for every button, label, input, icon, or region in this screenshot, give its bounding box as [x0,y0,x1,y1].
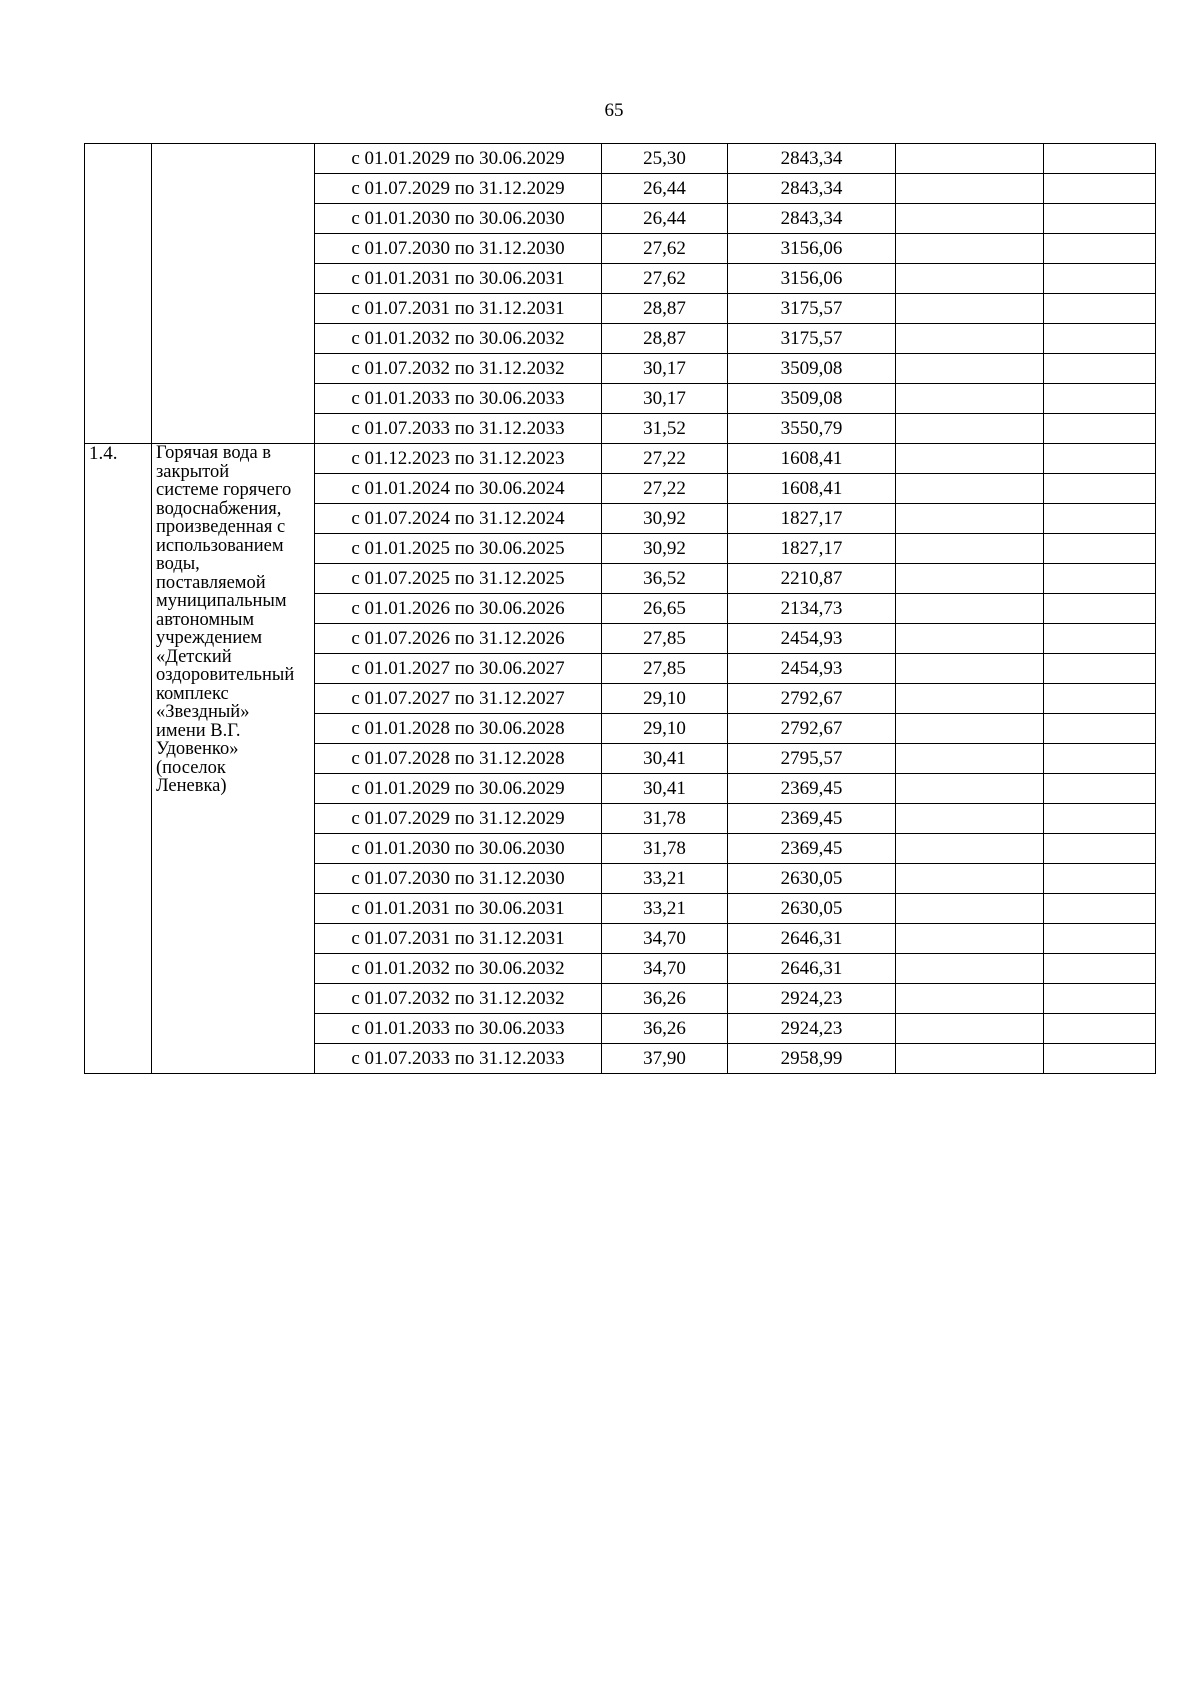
empty-cell [896,924,1044,954]
empty-cell [1044,654,1156,684]
period-cell: с 01.07.2033 по 31.12.2033 [315,1044,602,1074]
value1-cell: 26,44 [602,174,728,204]
value1-cell: 29,10 [602,714,728,744]
period-cell: с 01.01.2030 по 30.06.2030 [315,204,602,234]
section-name-line: Горячая вода в [156,443,272,463]
value2-cell: 2369,45 [728,834,896,864]
period-cell: с 01.07.2029 по 31.12.2029 [315,804,602,834]
value1-cell: 36,52 [602,564,728,594]
value2-cell: 3509,08 [728,354,896,384]
empty-cell [1044,534,1156,564]
empty-cell [1044,384,1156,414]
section-name-line: Леневка) [156,776,227,796]
value1-cell: 36,26 [602,984,728,1014]
empty-cell [896,894,1044,924]
value2-cell: 2958,99 [728,1044,896,1074]
period-cell: с 01.07.2024 по 31.12.2024 [315,504,602,534]
value2-cell: 3175,57 [728,294,896,324]
empty-cell [896,1044,1044,1074]
table-body [85,144,1156,1074]
period-cell: с 01.01.2032 по 30.06.2032 [315,324,602,354]
value2-cell: 2369,45 [728,774,896,804]
empty-cell [1044,1044,1156,1074]
section-name-line: оздоровительный [156,665,295,685]
section-name-line: «Звездный» [156,702,250,722]
period-cell: с 01.01.2031 по 30.06.2031 [315,894,602,924]
empty-cell [1044,984,1156,1014]
value1-cell: 33,21 [602,864,728,894]
empty-cell [896,594,1044,624]
tariff-table [84,143,1156,1074]
value1-cell: 31,78 [602,804,728,834]
value2-cell: 1827,17 [728,534,896,564]
empty-cell [1044,834,1156,864]
period-cell: с 01.07.2029 по 31.12.2029 [315,174,602,204]
value1-cell: 30,17 [602,354,728,384]
period-cell: с 01.07.2030 по 31.12.2030 [315,234,602,264]
empty-cell [1044,264,1156,294]
value1-cell: 30,17 [602,384,728,414]
empty-cell [1044,624,1156,654]
value1-cell: 34,70 [602,924,728,954]
period-cell: с 01.01.2025 по 30.06.2025 [315,534,602,564]
empty-cell [1044,924,1156,954]
section-name-line: имени В.Г. [156,720,241,741]
value1-cell: 27,85 [602,654,728,684]
value1-cell: 27,85 [602,624,728,654]
empty-cell [896,354,1044,384]
empty-cell [896,744,1044,774]
value2-cell: 2454,93 [728,624,896,654]
empty-cell [896,384,1044,414]
empty-cell [896,564,1044,594]
period-cell: с 01.01.2029 по 30.06.2029 [315,774,602,804]
period-cell: с 01.07.2032 по 31.12.2032 [315,984,602,1014]
empty-cell [896,714,1044,744]
section-name-line: системе горячего [156,480,292,500]
value1-cell: 27,22 [602,444,728,474]
empty-cell [896,954,1044,984]
section-name-line: учреждением [156,628,263,648]
value1-cell: 31,52 [602,414,728,444]
section-name-line: автономным [156,609,255,630]
period-cell: с 01.07.2027 по 31.12.2027 [315,684,602,714]
empty-cell [1044,324,1156,354]
value2-cell: 1827,17 [728,504,896,534]
period-cell: с 01.01.2024 по 30.06.2024 [315,474,602,504]
period-cell: с 01.01.2032 по 30.06.2032 [315,954,602,984]
section-name-cell [152,444,315,1074]
section-name-line: поставляемой [156,572,266,593]
empty-cell [1044,594,1156,624]
empty-cell [896,414,1044,444]
empty-cell [896,474,1044,504]
value2-cell: 3509,08 [728,384,896,414]
value1-cell: 26,44 [602,204,728,234]
value2-cell: 2924,23 [728,1014,896,1044]
value1-cell: 33,21 [602,894,728,924]
empty-cell [896,834,1044,864]
value2-cell: 3156,06 [728,234,896,264]
section-name-line: муниципальным [156,591,287,611]
empty-cell [1044,414,1156,444]
empty-cell [1044,894,1156,924]
empty-cell [1044,744,1156,774]
section-number-cell [85,144,152,444]
section-name-line: «Детский [156,646,232,667]
value2-cell: 1608,41 [728,444,896,474]
empty-cell [896,264,1044,294]
empty-cell [896,504,1044,534]
section-name-line: водоснабжения, [156,498,282,519]
value1-cell: 27,62 [602,264,728,294]
value2-cell: 2134,73 [728,594,896,624]
period-cell: с 01.01.2027 по 30.06.2027 [315,654,602,684]
empty-cell [896,144,1044,174]
period-cell: с 01.01.2031 по 30.06.2031 [315,264,602,294]
period-cell: с 01.12.2023 по 31.12.2023 [315,444,602,474]
empty-cell [1044,1014,1156,1044]
period-cell: с 01.01.2030 по 30.06.2030 [315,834,602,864]
empty-cell [896,654,1044,684]
empty-cell [1044,174,1156,204]
empty-cell [1044,684,1156,714]
period-cell: с 01.07.2025 по 31.12.2025 [315,564,602,594]
value1-cell: 34,70 [602,954,728,984]
empty-cell [896,234,1044,264]
empty-cell [896,984,1044,1014]
value1-cell: 30,92 [602,534,728,564]
empty-cell [896,774,1044,804]
empty-cell [1044,804,1156,834]
section-name-line: закрытой [156,461,230,482]
empty-cell [1044,714,1156,744]
value2-cell: 2843,34 [728,204,896,234]
section-name-line: (поселок [156,757,226,778]
period-cell: с 01.01.2026 по 30.06.2026 [315,594,602,624]
value2-cell: 3156,06 [728,264,896,294]
empty-cell [1044,954,1156,984]
empty-cell [896,534,1044,564]
value1-cell: 36,26 [602,1014,728,1044]
empty-cell [896,804,1044,834]
empty-cell [1044,144,1156,174]
value2-cell: 2630,05 [728,864,896,894]
period-cell: с 01.07.2031 по 31.12.2031 [315,294,602,324]
value2-cell: 1608,41 [728,474,896,504]
value2-cell: 2792,67 [728,684,896,714]
empty-cell [1044,354,1156,384]
value2-cell: 2924,23 [728,984,896,1014]
value2-cell: 2210,87 [728,564,896,594]
value2-cell: 3175,57 [728,324,896,354]
empty-cell [1044,294,1156,324]
section-name-cell [152,144,315,444]
value2-cell: 2843,34 [728,174,896,204]
empty-cell [1044,474,1156,504]
empty-cell [1044,234,1156,264]
value1-cell: 28,87 [602,294,728,324]
empty-cell [896,684,1044,714]
period-cell: с 01.07.2026 по 31.12.2026 [315,624,602,654]
empty-cell [896,624,1044,654]
period-cell: с 01.01.2033 по 30.06.2033 [315,1014,602,1044]
section-name-line: воды, [156,554,200,574]
empty-cell [896,444,1044,474]
value1-cell: 27,22 [602,474,728,504]
period-cell: с 01.07.2033 по 31.12.2033 [315,414,602,444]
value1-cell: 25,30 [602,144,728,174]
value2-cell: 2795,57 [728,744,896,774]
value2-cell: 2369,45 [728,804,896,834]
value2-cell: 2646,31 [728,924,896,954]
empty-cell [896,864,1044,894]
value2-cell: 2843,34 [728,144,896,174]
section-number-cell: 1.4. [85,444,152,1074]
value1-cell: 30,92 [602,504,728,534]
section-name-line: комплекс [156,683,229,704]
value1-cell: 37,90 [602,1044,728,1074]
period-cell: с 01.07.2030 по 31.12.2030 [315,864,602,894]
section-name-line: использованием [156,535,284,556]
value1-cell: 26,65 [602,594,728,624]
empty-cell [1044,564,1156,594]
value1-cell: 31,78 [602,834,728,864]
period-cell: с 01.01.2029 по 30.06.2029 [315,144,602,174]
value1-cell: 29,10 [602,684,728,714]
value2-cell: 2454,93 [728,654,896,684]
section-name-line: Удовенко» [156,739,239,759]
empty-cell [896,324,1044,354]
value2-cell: 2792,67 [728,714,896,744]
empty-cell [896,294,1044,324]
empty-cell [896,174,1044,204]
page-number: 65 [604,100,624,121]
period-cell: с 01.01.2028 по 30.06.2028 [315,714,602,744]
value1-cell: 27,62 [602,234,728,264]
value1-cell: 30,41 [602,744,728,774]
empty-cell [1044,444,1156,474]
value2-cell: 3550,79 [728,414,896,444]
value1-cell: 28,87 [602,324,728,354]
value2-cell: 2630,05 [728,894,896,924]
table-row [85,444,1156,474]
empty-cell [1044,204,1156,234]
period-cell: с 01.07.2032 по 31.12.2032 [315,354,602,384]
value1-cell: 30,41 [602,774,728,804]
empty-cell [896,204,1044,234]
value2-cell: 2646,31 [728,954,896,984]
empty-cell [1044,864,1156,894]
period-cell: с 01.01.2033 по 30.06.2033 [315,384,602,414]
empty-cell [896,1014,1044,1044]
table-row [85,144,1156,174]
empty-cell [1044,774,1156,804]
period-cell: с 01.07.2031 по 31.12.2031 [315,924,602,954]
section-name-line: произведенная с [156,517,286,537]
empty-cell [1044,504,1156,534]
period-cell: с 01.07.2028 по 31.12.2028 [315,744,602,774]
